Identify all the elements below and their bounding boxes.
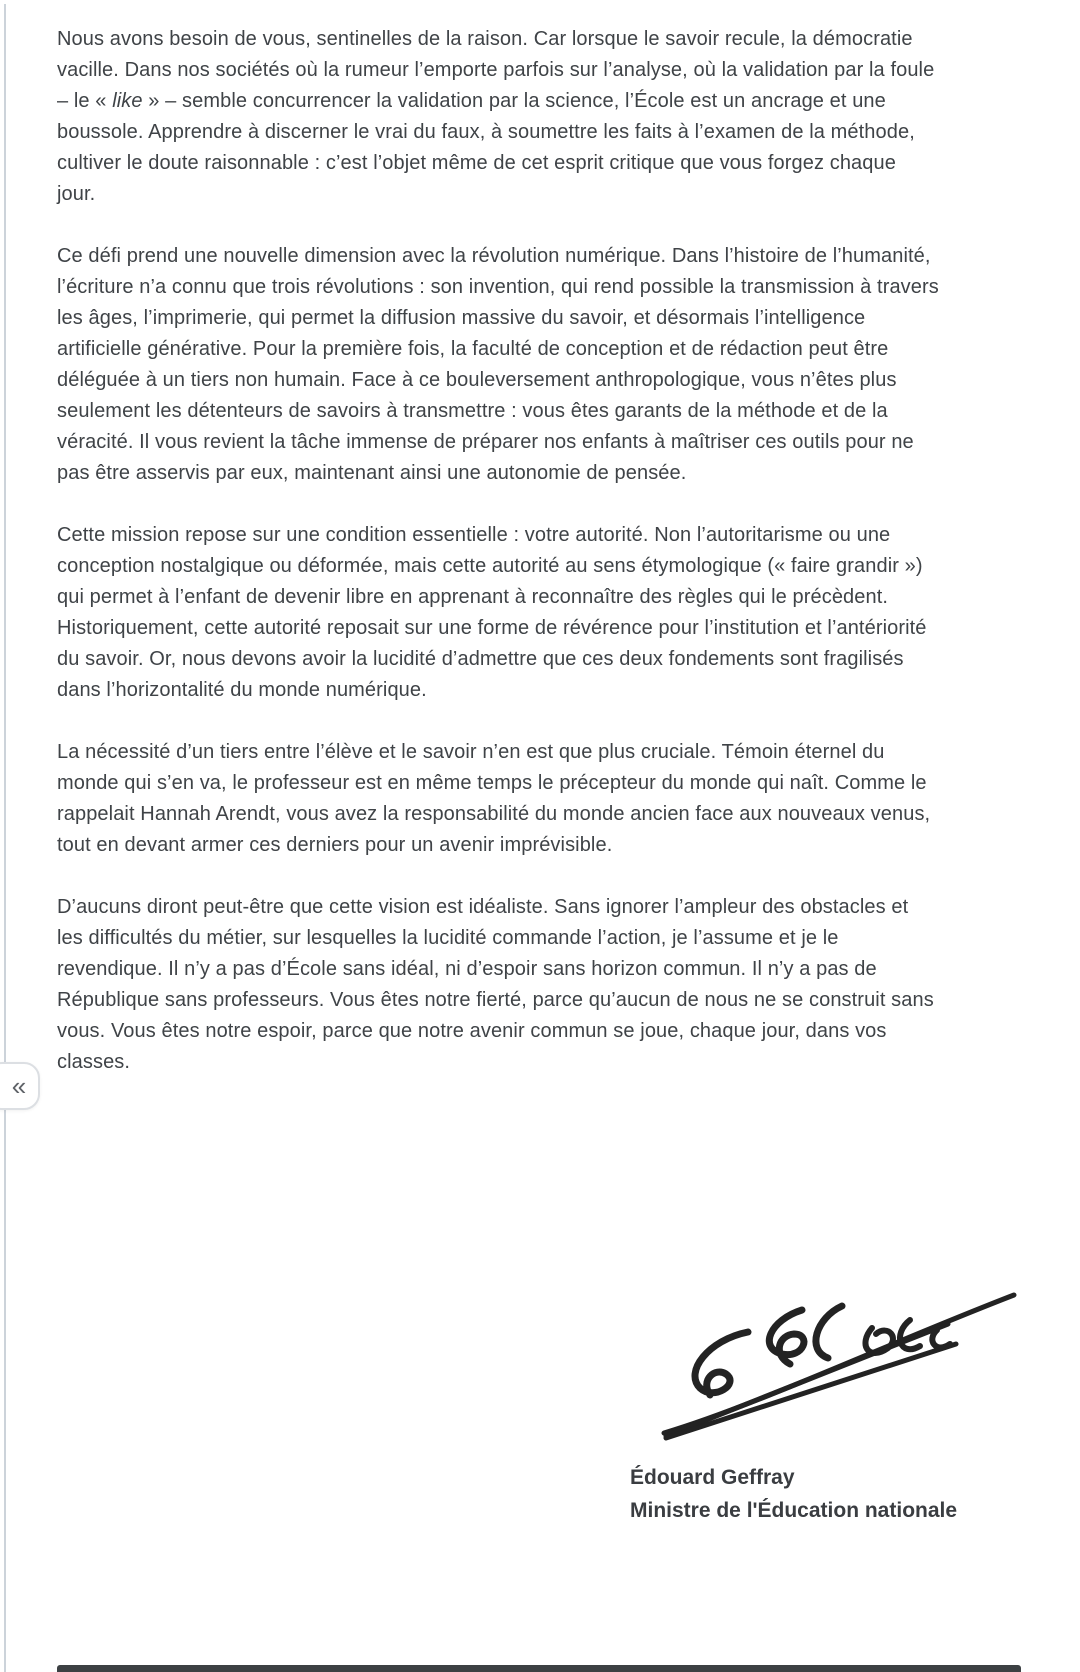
paragraph: Ce défi prend une nouvelle dimension avec la révolution numérique. Dans l’histoire de l’humanité, l’écriture n’a connu que trois révolutions : son invention, qui rend possible la transmission à travers les âges, l’imprimerie, qui permet la diffusion massive du savoir, et désormais l’intelligence artificielle générative. Pour la première fois, la faculté de conception et de rédaction peut être déléguée à un tiers non humain. Face à ce bouleversement anthropologique, vous n’êtes plus seulement les détenteurs de savoirs à transmettre : vous êtes garants de la méthode et de la véracité. Il vous revient la tâche immense de préparer nos enfants à maîtriser ces outils pour ne pas être asservis par eux, maintenant ainsi une autonomie de pensée. bbox=[57, 245, 939, 484]
signer-title: Ministre de l'Éducation nationale bbox=[630, 1499, 958, 1522]
paragraph: La nécessité d’un tiers entre l’élève et le savoir n’en est que plus cruciale. Témoin éternel du monde qui s’en va, le professeur est en même temps le précepteur du monde qui naît. Comme le rappelait Hannah Arendt, vous avez la responsabilité du monde ancien face aux nouveaux venus, tout en devant armer ces derniers pour un avenir imprévisible. bbox=[57, 741, 931, 856]
next-section-top-edge bbox=[57, 1665, 1021, 1672]
signer-name: Édouard Geffray bbox=[630, 1466, 795, 1489]
paragraph: D’aucuns diront peut-être que cette vision est idéaliste. Sans ignorer l’ampleur des obstacles et les difficultés du métier, sur lesquelles la lucidité commande l’action, je l’assume et je le revendique. Il n’y a pas d’École sans idéal, ni d’espoir sans horizon commun. Il n’y a pas de République sans professeurs. Vous êtes notre fierté, parce qu’aucun de nous ne se construit sans vous. Vous êtes notre espoir, parce que notre avenir commun se joue, chaque jour, dans vos classes. bbox=[57, 896, 934, 1073]
paragraph: Nous avons besoin de vous, sentinelles de la raison. Car lorsque le savoir recule, la démocratie vacille. Dans nos sociétés où la rumeur l’emporte parfois sur l’analyse, où la validation par la foule – le « like » – semble concurrencer la validation par la science, l’École est un ancrage et une boussole. Apprendre à discerner le vrai du faux, à soumettre les faits à l’examen de la méthode, cultiver le doute raisonnable : c’est l’objet même de cet esprit critique que vous forgez chaque jour. bbox=[57, 28, 935, 205]
signature-scribble-icon bbox=[630, 1282, 1020, 1447]
paragraph: Cette mission repose sur une condition essentielle : votre autorité. Non l’autoritarisme ou une conception nostalgique ou déformée, mais cette autorité au sens étymologique (« faire grandir ») qui permet à l’enfant de devenir libre en apprenant à reconnaître des règles qui le précèdent. Historiquement, cette autorité reposait sur une forme de révérence pour l’institution et l’antériorité du savoir. Or, nous devons avoir la lucidité d’admettre que ces deux fondements sont fragilisés dans l’horizontalité du monde numérique. bbox=[57, 524, 927, 701]
letter-paragraphs bbox=[57, 0, 939, 1109]
signature-block bbox=[630, 1282, 1025, 1527]
collapse-sidebar-tab[interactable] bbox=[0, 1062, 40, 1110]
chevron-double-left-icon: « bbox=[11, 1071, 27, 1101]
collapsed-panel-border bbox=[4, 4, 6, 1672]
